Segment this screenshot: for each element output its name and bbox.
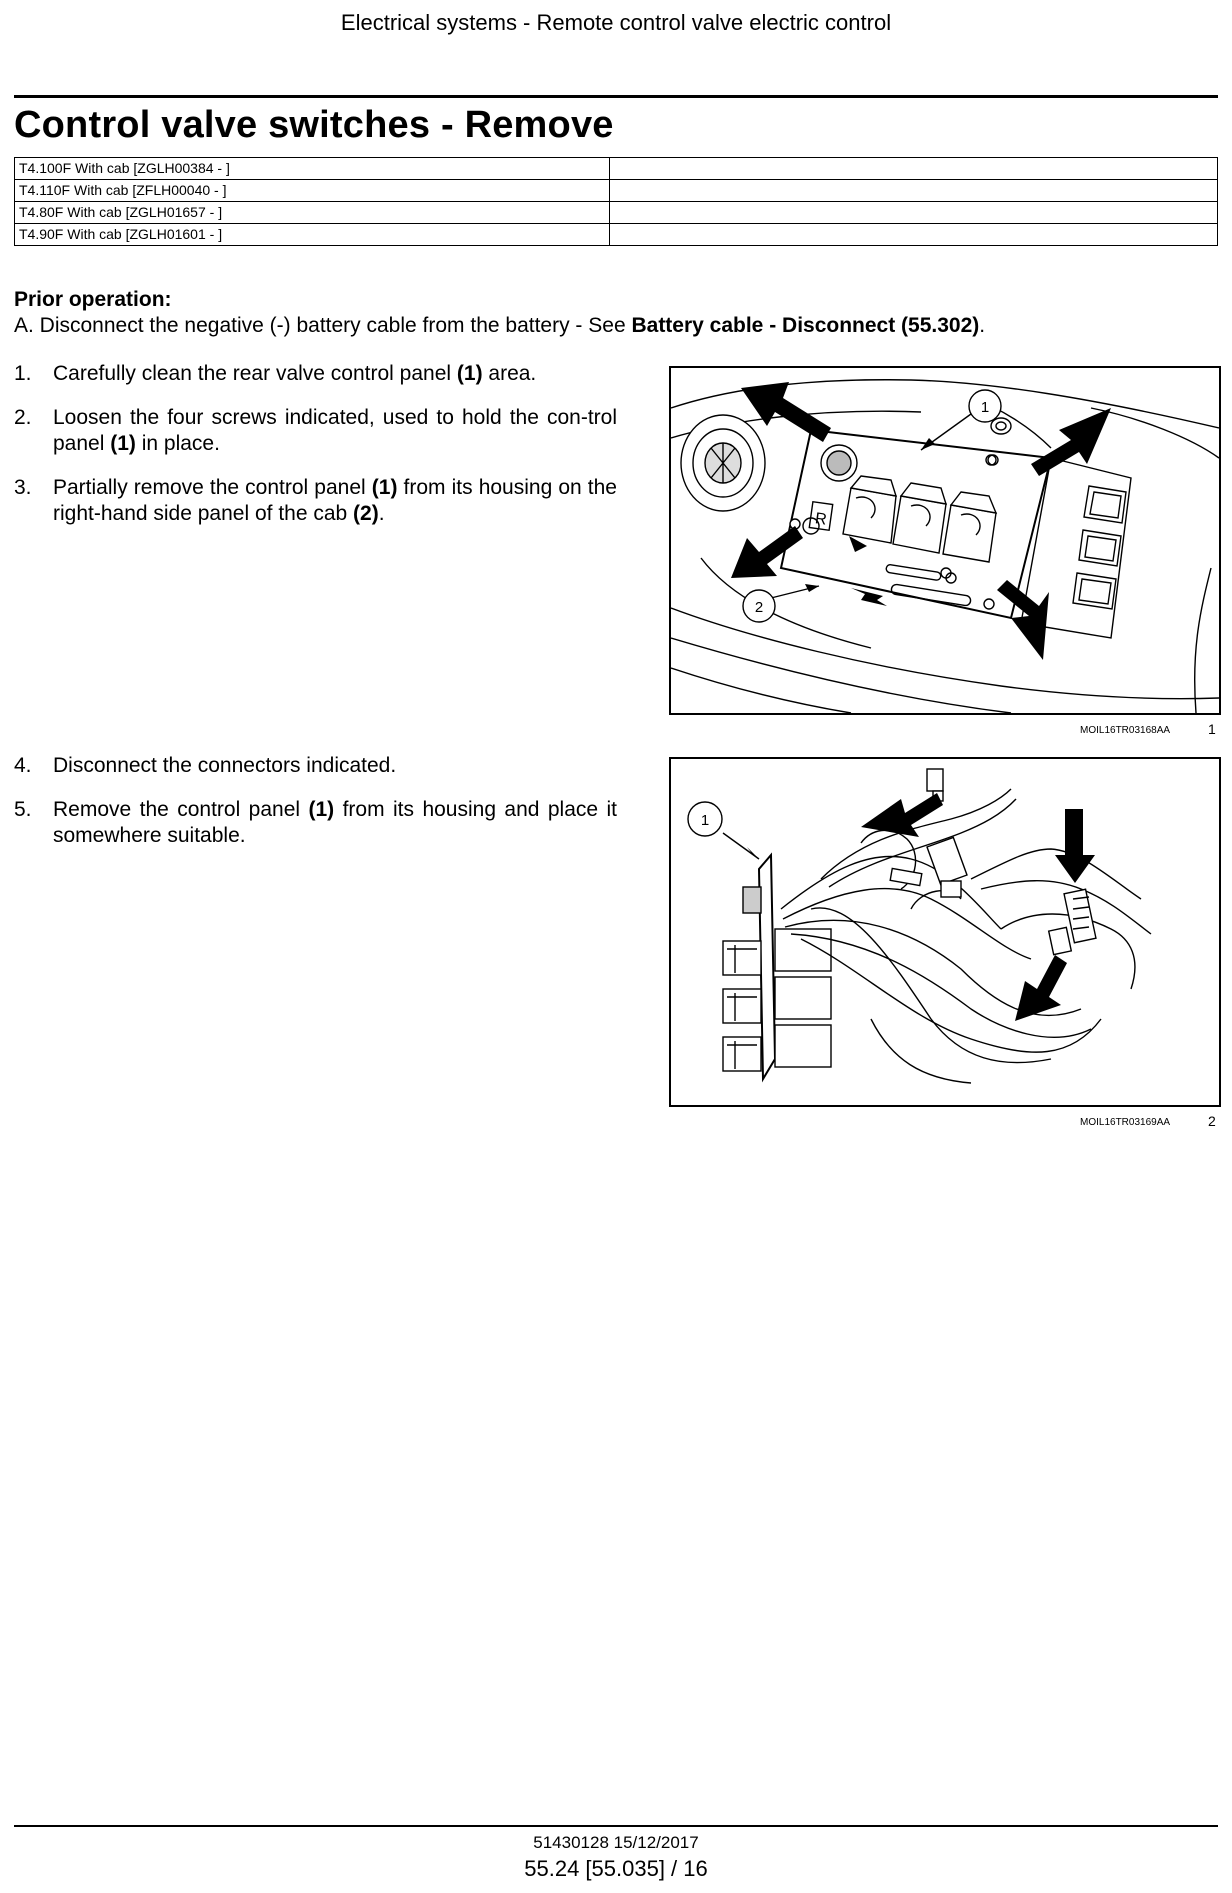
step-1 xyxy=(14,361,617,387)
callout-label: 1 xyxy=(700,812,710,829)
step-number: 4. xyxy=(14,754,32,777)
figure-code: MOIL16TR03169AA xyxy=(1080,1117,1171,1128)
steps-group-1 xyxy=(14,361,617,545)
prior-operation-prefix: A. Disconnect the negative (-) battery cable from the battery - See xyxy=(14,314,632,337)
step-5 xyxy=(14,797,617,849)
step-2 xyxy=(14,405,617,457)
step-ref: (1) xyxy=(308,798,335,821)
table-row xyxy=(15,224,1218,246)
bottom-rule xyxy=(14,1825,1218,1827)
figure-control-panel-housing xyxy=(669,366,1221,715)
step-ref: (1) xyxy=(456,362,483,385)
step-text: Remove the control panel xyxy=(53,798,309,821)
connectors-illustration xyxy=(671,759,1219,1105)
figure-number: 2 xyxy=(1208,1113,1216,1129)
model-cell: T4.80F With cab [ZGLH01657 - ] xyxy=(15,202,610,224)
callout-label: 2 xyxy=(754,599,764,616)
figure-number: 1 xyxy=(1208,721,1216,737)
step-text: from its housing and place it somewhere suitable. xyxy=(53,798,618,847)
running-header: Electrical systems - Remote control valve electric control xyxy=(340,10,892,35)
step-text: area. xyxy=(482,362,537,385)
model-cell: T4.100F With cab [ZGLH00384 - ] xyxy=(15,158,610,180)
table-row xyxy=(15,158,1218,180)
step-ref: (1) xyxy=(110,432,136,455)
step-text: Loosen the four screws indicated, used to hold the con-trol panel xyxy=(53,406,617,455)
step-number: 1. xyxy=(14,362,32,385)
steps-group-2 xyxy=(14,753,617,867)
table-row xyxy=(15,180,1218,202)
model-cell: T4.110F With cab [ZFLH00040 - ] xyxy=(15,180,610,202)
footer-doc-code: 51430128 15/12/2017 xyxy=(533,1833,699,1852)
footer-page-number: 55.24 [55.035] / 16 xyxy=(524,1856,708,1881)
step-ref: (1) xyxy=(371,476,398,499)
panel-letter: R xyxy=(813,510,828,529)
step-number: 2. xyxy=(14,406,32,429)
step-4 xyxy=(14,753,617,779)
step-text: Partially remove the control panel xyxy=(53,476,372,499)
note-cell xyxy=(610,180,1218,202)
figure-code: MOIL16TR03168AA xyxy=(1080,725,1171,736)
note-cell xyxy=(610,158,1218,180)
callout-label: 1 xyxy=(980,399,990,416)
step-ref: (2) xyxy=(353,502,379,525)
applicability-table xyxy=(14,157,1218,246)
prior-operation-heading: Prior operation: xyxy=(14,288,172,311)
note-cell xyxy=(610,224,1218,246)
table-row xyxy=(15,202,1218,224)
step-text: from its housing on the right-hand side panel of the cab xyxy=(53,476,617,525)
prior-operation-text xyxy=(14,314,985,338)
page-title: Control valve switches - Remove xyxy=(14,104,614,146)
control-panel-illustration xyxy=(671,368,1219,713)
step-text: Carefully clean the rear valve control panel xyxy=(53,362,457,385)
figure-connectors xyxy=(669,757,1221,1107)
prior-operation-suffix: . xyxy=(979,314,986,337)
prior-operation-link[interactable]: Battery cable - Disconnect (55.302) xyxy=(631,314,980,337)
model-cell: T4.90F With cab [ZGLH01601 - ] xyxy=(15,224,610,246)
note-cell xyxy=(610,202,1218,224)
step-text: in place. xyxy=(135,432,220,455)
step-3 xyxy=(14,475,617,527)
step-text: Disconnect the connectors indicated. xyxy=(53,754,397,777)
top-rule xyxy=(14,95,1218,98)
step-number: 3. xyxy=(14,476,32,499)
step-text: . xyxy=(378,502,385,525)
step-number: 5. xyxy=(14,798,32,821)
